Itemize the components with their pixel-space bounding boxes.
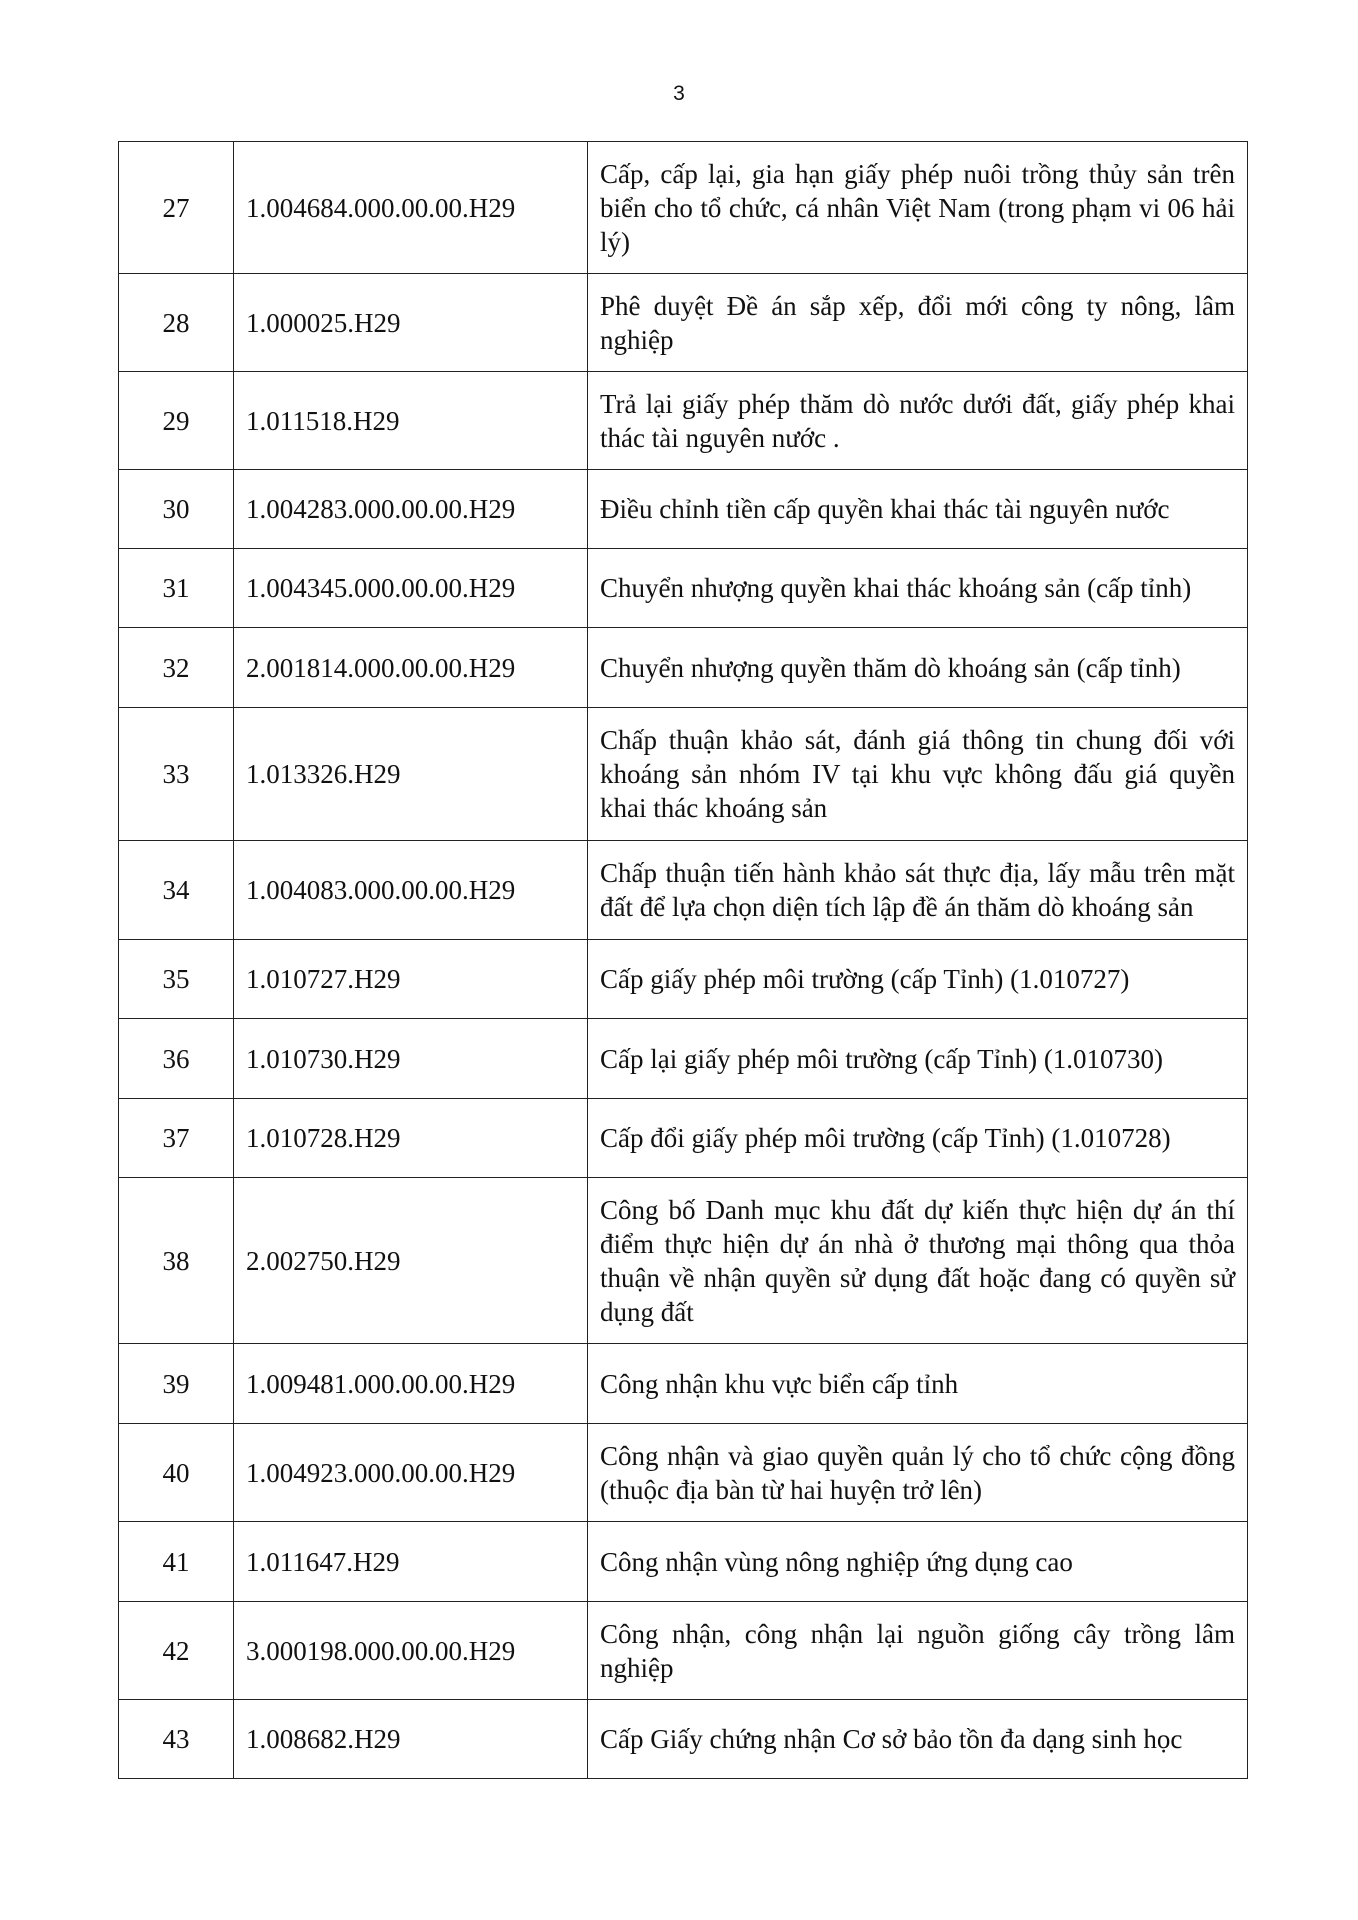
procedure-name: Cấp giấy phép môi trường (cấp Tỉnh) (1.010727) [588,940,1248,1019]
procedure-code: 1.013326.H29 [234,708,588,841]
table-row [119,1424,1248,1522]
row-number: 29 [119,372,234,470]
procedure-code: 1.010727.H29 [234,940,588,1019]
table-row [119,1178,1248,1344]
row-number: 36 [119,1019,234,1099]
procedure-code: 1.000025.H29 [234,274,588,372]
table-row [119,274,1248,372]
procedure-code: 1.009481.000.00.00.H29 [234,1344,588,1424]
row-number: 38 [119,1178,234,1344]
procedure-name: Cấp đổi giấy phép môi trường (cấp Tỉnh) (1.010728) [588,1099,1248,1178]
row-number: 41 [119,1522,234,1602]
procedure-name: Công nhận, công nhận lại nguồn giống cây trồng lâm nghiệp [588,1602,1248,1700]
procedure-name: Trả lại giấy phép thăm dò nước dưới đất, giấy phép khai thác tài nguyên nước . [588,372,1248,470]
procedure-name: Công bố Danh mục khu đất dự kiến thực hiện dự án thí điểm thực hiện dự án nhà ở thương mại thông qua thỏa thuận về nhận quyền sử dụng đất hoặc đang có quyền sử dụng đất [588,1178,1248,1344]
table-row [119,1602,1248,1700]
table-row [119,372,1248,470]
procedure-code: 3.000198.000.00.00.H29 [234,1602,588,1700]
table-row [119,628,1248,708]
procedure-code: 1.010728.H29 [234,1099,588,1178]
procedure-table [118,141,1248,1779]
procedure-code: 1.004283.000.00.00.H29 [234,470,588,549]
procedure-name: Chấp thuận khảo sát, đánh giá thông tin chung đối với khoáng sản nhóm IV tại khu vực không đấu giá quyền khai thác khoáng sản [588,708,1248,841]
table-row [119,1344,1248,1424]
procedure-name: Cấp, cấp lại, gia hạn giấy phép nuôi trồng thủy sản trên biển cho tổ chức, cá nhân Việt Nam (trong phạm vi 06 hải lý) [588,142,1248,274]
procedure-code: 1.010730.H29 [234,1019,588,1099]
table-row [119,708,1248,841]
row-number: 35 [119,940,234,1019]
table-row [119,549,1248,628]
procedure-code: 2.002750.H29 [234,1178,588,1344]
procedure-name: Chấp thuận tiến hành khảo sát thực địa, lấy mẫu trên mặt đất để lựa chọn diện tích lập đề án thăm dò khoáng sản [588,841,1248,940]
procedure-code: 1.011647.H29 [234,1522,588,1602]
row-number: 28 [119,274,234,372]
row-number: 33 [119,708,234,841]
row-number: 27 [119,142,234,274]
row-number: 30 [119,470,234,549]
row-number: 32 [119,628,234,708]
procedure-name: Điều chỉnh tiền cấp quyền khai thác tài nguyên nước [588,470,1248,549]
page-number: 3 [673,82,685,105]
procedure-name: Chuyển nhượng quyền thăm dò khoáng sản (cấp tỉnh) [588,628,1248,708]
table-row [119,470,1248,549]
procedure-name: Phê duyệt Đề án sắp xếp, đổi mới công ty nông, lâm nghiệp [588,274,1248,372]
procedure-name: Công nhận và giao quyền quản lý cho tổ chức cộng đồng (thuộc địa bàn từ hai huyện trở lên) [588,1424,1248,1522]
table-row [119,841,1248,940]
procedure-code: 2.001814.000.00.00.H29 [234,628,588,708]
procedure-code: 1.004684.000.00.00.H29 [234,142,588,274]
table-row [119,1099,1248,1178]
table-row [119,142,1248,274]
table-row [119,940,1248,1019]
procedure-code: 1.004083.000.00.00.H29 [234,841,588,940]
table-row [119,1019,1248,1099]
table-row [119,1700,1248,1779]
procedure-code: 1.011518.H29 [234,372,588,470]
row-number: 40 [119,1424,234,1522]
row-number: 31 [119,549,234,628]
procedure-name: Công nhận vùng nông nghiệp ứng dụng cao [588,1522,1248,1602]
procedure-name: Cấp Giấy chứng nhận Cơ sở bảo tồn đa dạng sinh học [588,1700,1248,1779]
table-row [119,1522,1248,1602]
procedure-code: 1.004345.000.00.00.H29 [234,549,588,628]
procedure-code: 1.008682.H29 [234,1700,588,1779]
procedure-name: Công nhận khu vực biển cấp tỉnh [588,1344,1248,1424]
row-number: 34 [119,841,234,940]
procedure-code: 1.004923.000.00.00.H29 [234,1424,588,1522]
row-number: 43 [119,1700,234,1779]
row-number: 39 [119,1344,234,1424]
procedure-name: Cấp lại giấy phép môi trường (cấp Tỉnh) (1.010730) [588,1019,1248,1099]
row-number: 37 [119,1099,234,1178]
row-number: 42 [119,1602,234,1700]
procedure-name: Chuyển nhượng quyền khai thác khoáng sản (cấp tỉnh) [588,549,1248,628]
